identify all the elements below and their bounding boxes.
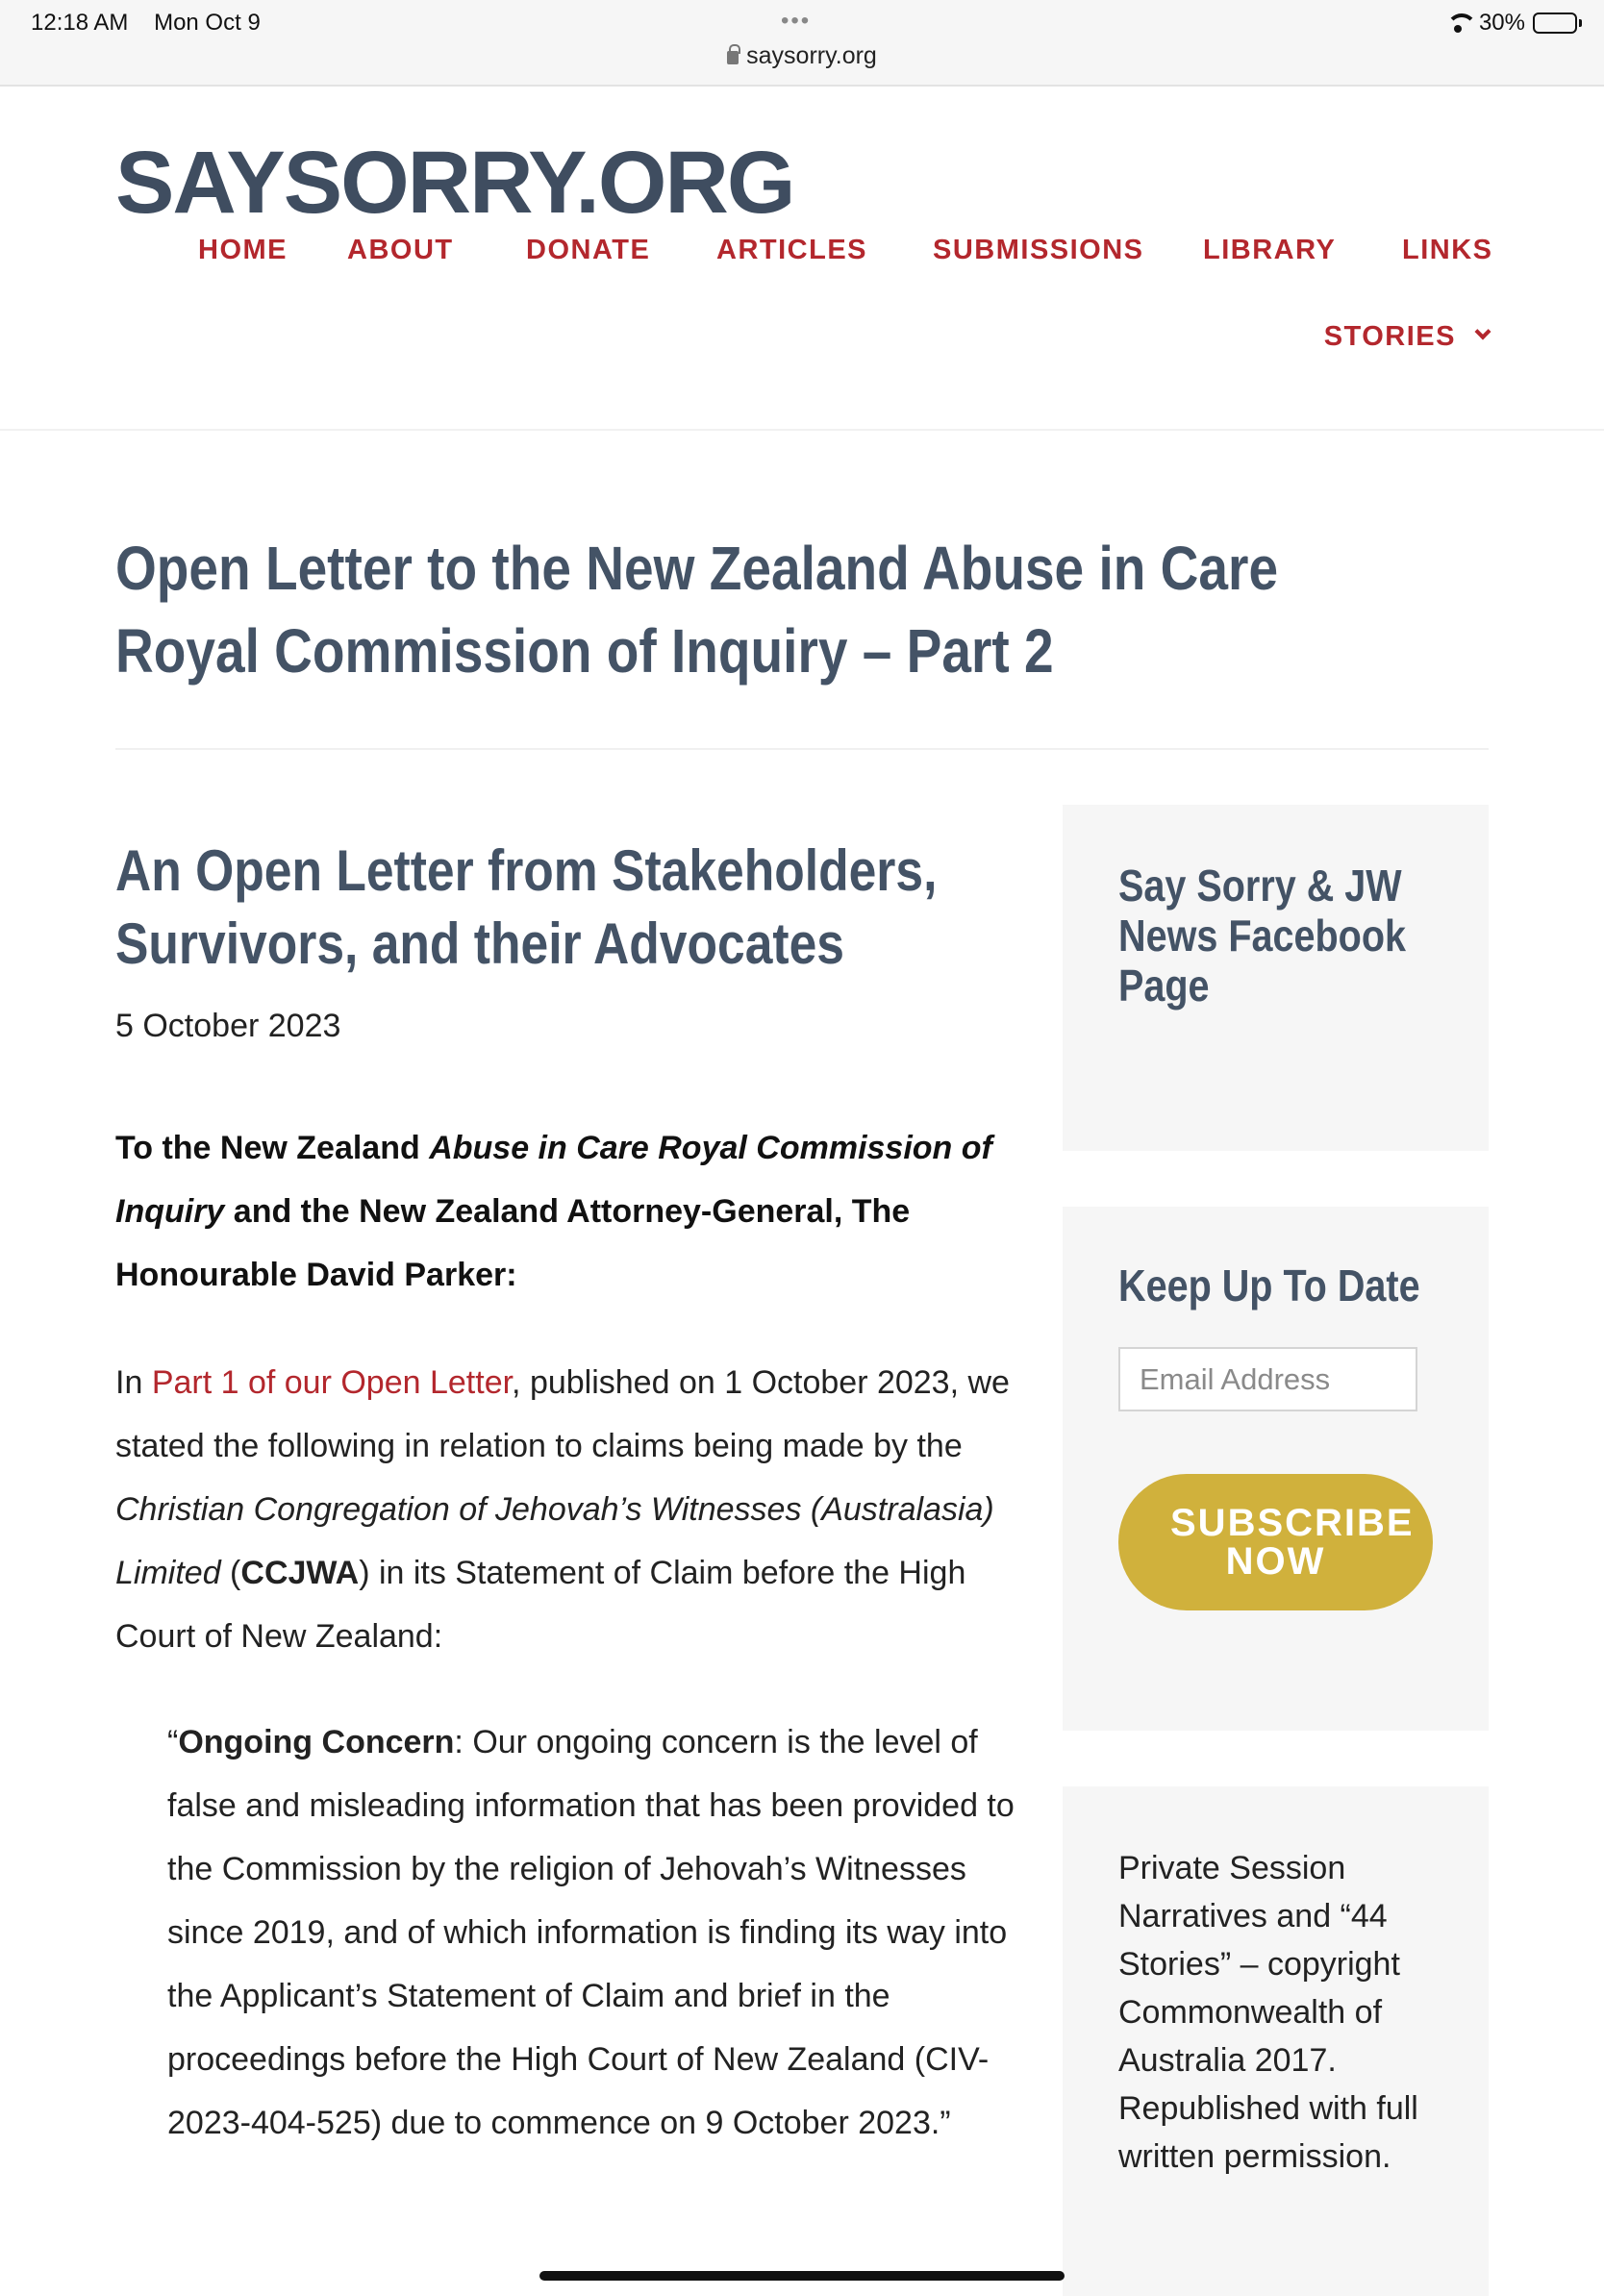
paragraph-text: In: [115, 1364, 152, 1401]
paragraph-abbrev: CCJWA: [240, 1555, 360, 1591]
status-date: Mon Oct 9: [154, 10, 261, 36]
newsletter-widget-title: Keep Up To Date: [1118, 1260, 1420, 1310]
email-field[interactable]: [1118, 1347, 1417, 1411]
paragraph-text: ) in its Statement of Claim before the High Court of New Zealand:: [115, 1555, 966, 1655]
nav-stories[interactable]: [1324, 321, 1489, 353]
lock-icon: [727, 51, 739, 64]
nav-submissions[interactable]: SUBMISSIONS: [933, 235, 1144, 265]
salutation-text: To the New Zealand: [115, 1130, 430, 1166]
quote-mark: “: [167, 1724, 179, 1760]
status-indicators: [1444, 10, 1577, 37]
facebook-widget: [1063, 805, 1489, 1151]
quote-text: : Our ongoing concern is the level of false and misleading information that has been provided to the Commission by the religion of Jehovah’s Witnesses since 2019, and of which information is finding its way into the Applicant’s Statement of Claim and brief in the proceedings before the High Court of New Zealand (CIV-2023-404-525) due to commence on 9 October 2023.”: [167, 1724, 1015, 2141]
header-divider: [0, 429, 1604, 431]
clock: 12:18 AM: [31, 10, 129, 36]
copyright-widget: [1063, 1786, 1489, 2296]
battery-icon: [1533, 12, 1577, 34]
quote-heading: Ongoing Concern: [178, 1724, 455, 1760]
article-date: 5 October 2023: [115, 1008, 341, 1044]
paragraph-text: , published on 1 October 2023, we stated the following in relation to claims being made by the: [115, 1364, 1010, 1464]
salutation: [115, 1116, 1029, 1307]
address-bar[interactable]: [0, 42, 1604, 70]
block-quote: [167, 1710, 1029, 2155]
newsletter-widget: [1063, 1207, 1489, 1731]
status-time: [31, 10, 261, 37]
more-dots-icon[interactable]: •••: [781, 8, 812, 34]
salutation-commission: Abuse in Care Royal Commission of Inquiry: [115, 1130, 992, 1230]
main-nav: [115, 235, 1493, 273]
home-indicator[interactable]: [539, 2271, 1065, 2281]
nav-links[interactable]: LINKS: [1402, 235, 1493, 265]
wifi-icon: [1444, 13, 1471, 33]
facebook-widget-title: Say Sorry & JW News Facebook Page: [1118, 861, 1407, 1011]
status-bar: [0, 0, 1604, 87]
url-text: saysorry.org: [746, 42, 877, 69]
nav-about[interactable]: ABOUT: [347, 235, 454, 265]
nav-articles[interactable]: ARTICLES: [716, 235, 867, 265]
nav-stories-label: STORIES: [1323, 321, 1456, 352]
salutation-text: and the New Zealand Attorney-General, The Honourable David Parker:: [115, 1193, 911, 1293]
copyright-notice: Private Session Narratives and “44 Stories” – copyright Commonwealth of Australia 2017. Republished with full written permission.: [1118, 1850, 1418, 2175]
title-divider: [115, 748, 1489, 750]
chevron-down-icon: [1475, 324, 1491, 340]
part1-link[interactable]: Part 1 of our Open Letter: [151, 1364, 513, 1401]
subscribe-button[interactable]: SUBSCRIBE NOW: [1118, 1474, 1433, 1610]
battery-percent: 30%: [1478, 10, 1525, 36]
nav-donate[interactable]: DONATE: [526, 235, 651, 265]
site-logo[interactable]: SAYSORRY.ORG: [115, 134, 794, 232]
intro-paragraph: [115, 1351, 1029, 1668]
article-subtitle: An Open Letter from Stakeholders, Survivors, and their Advocates: [115, 838, 938, 976]
article-content: [115, 835, 1029, 2155]
nav-home[interactable]: HOME: [198, 235, 288, 265]
paragraph-text: (: [220, 1555, 241, 1591]
nav-library[interactable]: LIBRARY: [1203, 235, 1337, 265]
page-title: Open Letter to the New Zealand Abuse in Care Royal Commission of Inquiry – Part 2: [115, 534, 1279, 686]
paragraph-organisation: Christian Congregation of Jehovah’s Witnesses (Australasia) Limited: [115, 1491, 994, 1591]
